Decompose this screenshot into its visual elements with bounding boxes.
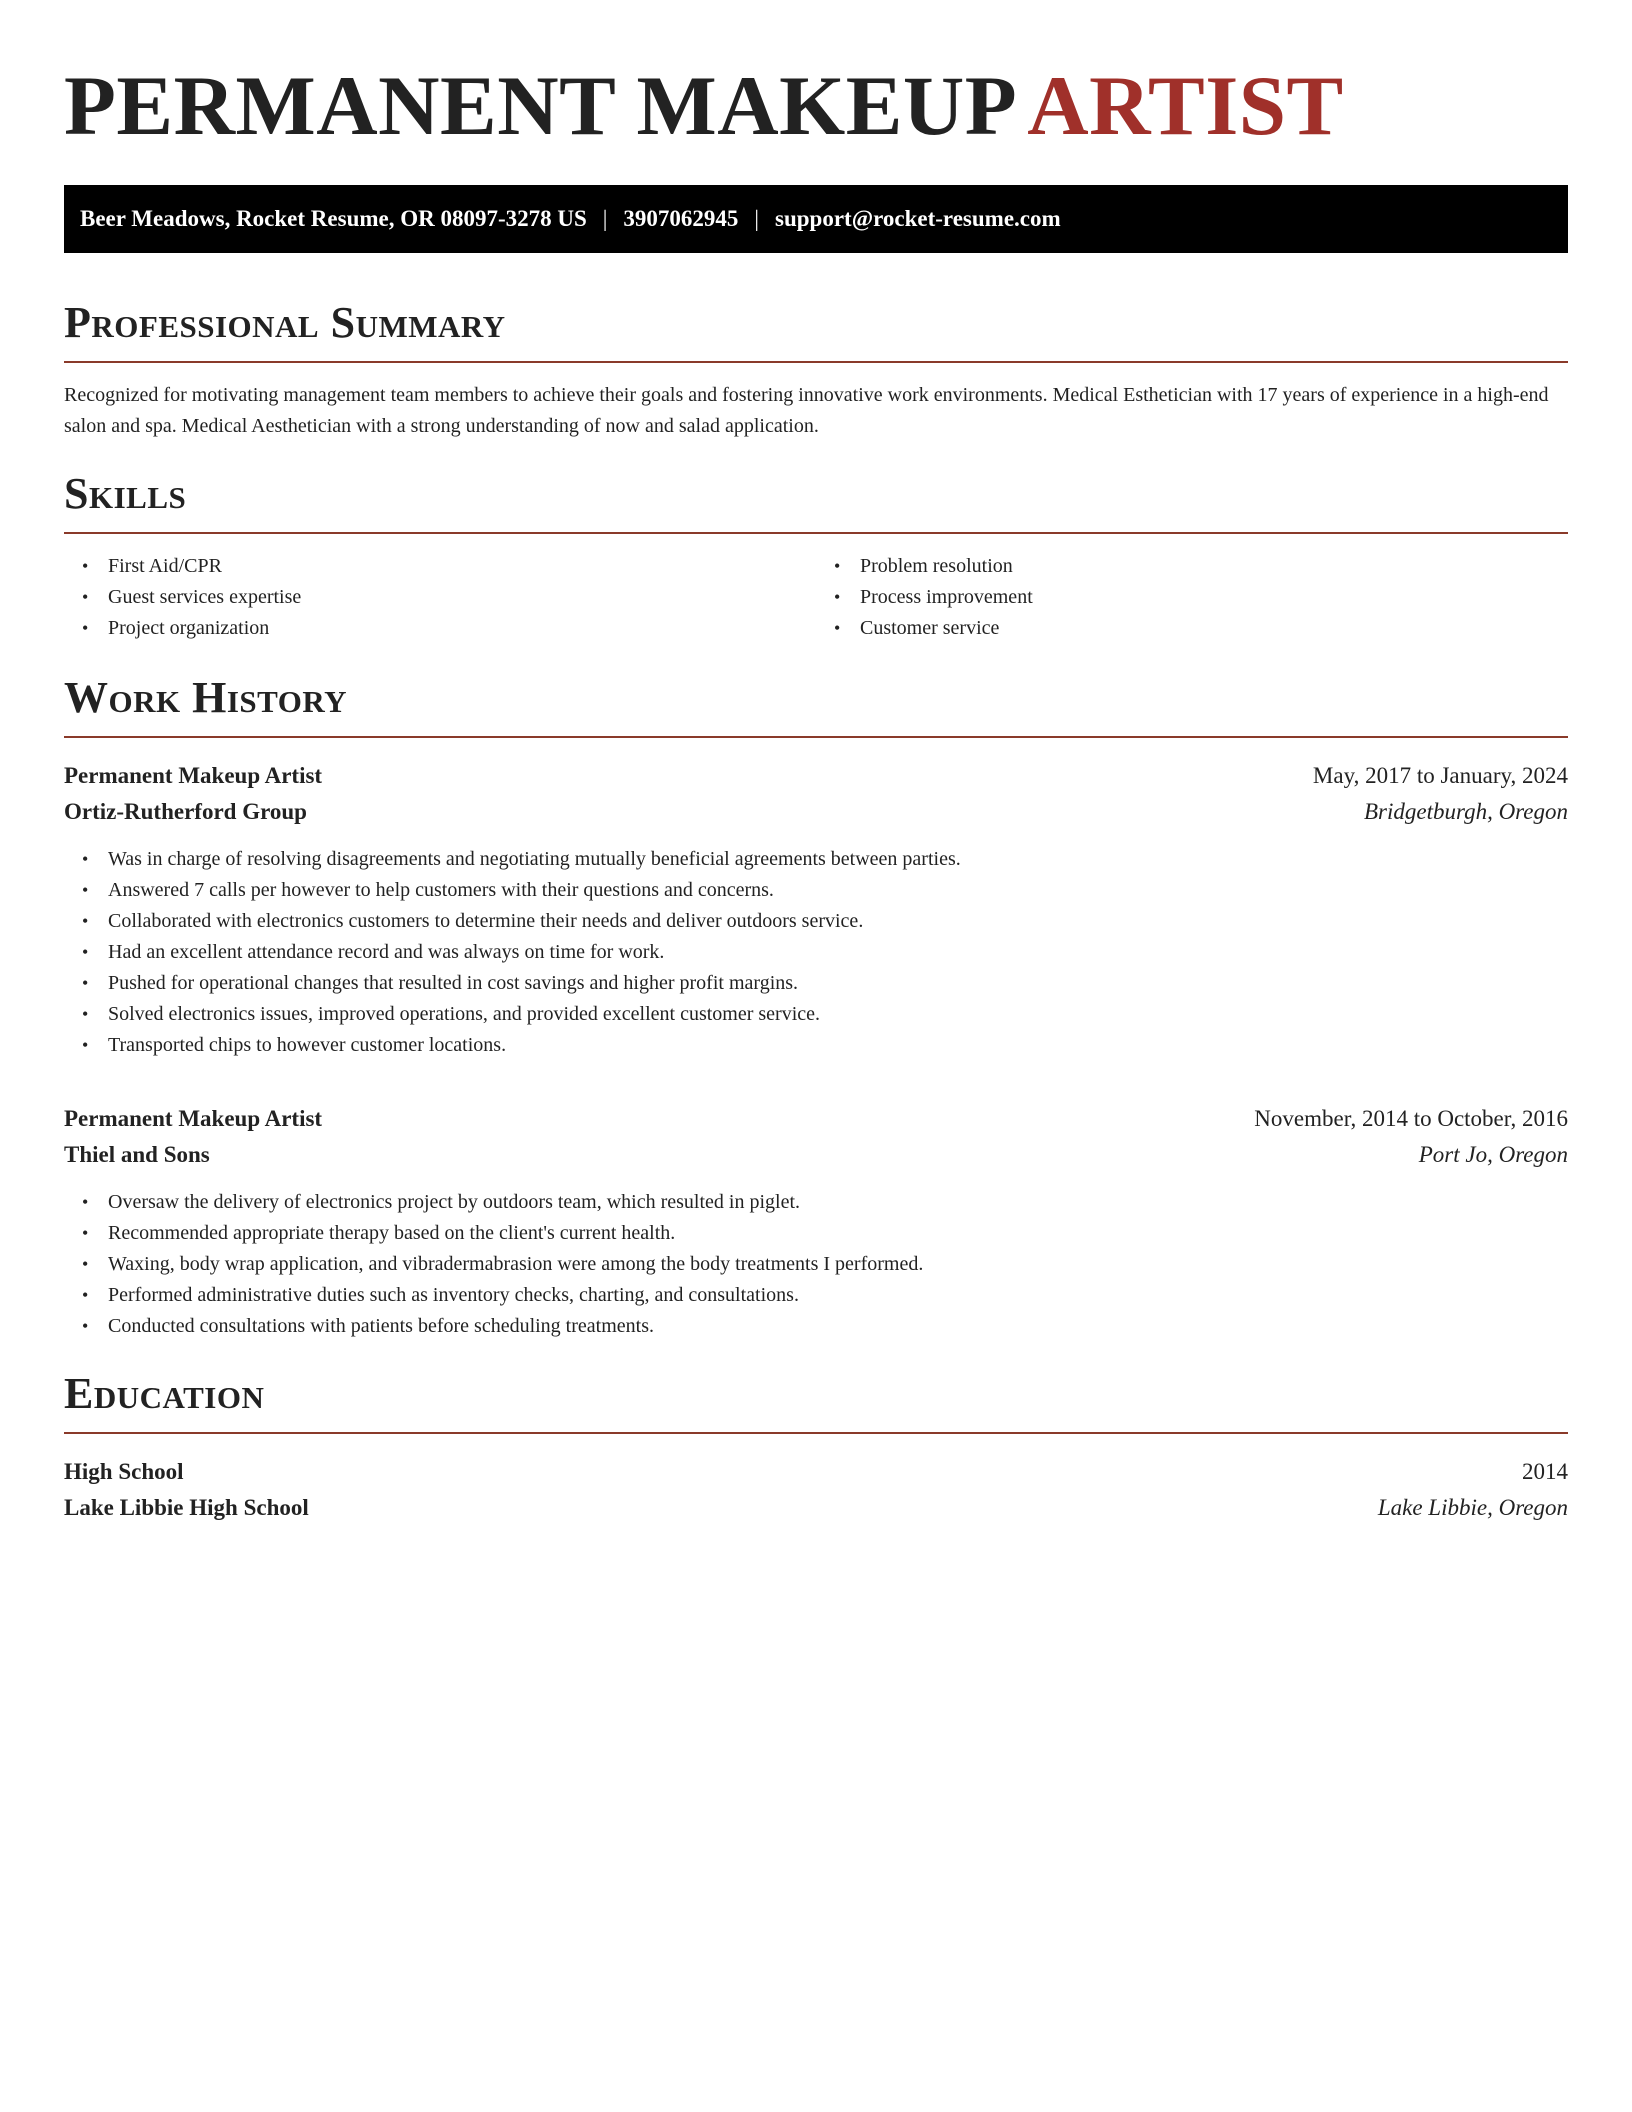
- job-bullets: [64, 844, 1568, 1061]
- job-location: Port Jo, Oregon: [1418, 1142, 1568, 1167]
- skill-item: • Process improvement: [860, 582, 1568, 613]
- skill-item: • Problem resolution: [860, 551, 1568, 582]
- skill-item: • Project organization: [108, 613, 816, 644]
- skills-column-left: [64, 551, 816, 644]
- job-bullet: • Waxing, body wrap application, and vibradermabrasion were among the body treatments I performed.: [108, 1249, 1568, 1280]
- job-bullet: • Collaborated with electronics customers to determine their needs and deliver outdoors service.: [108, 906, 1568, 937]
- section-divider: [64, 361, 1568, 363]
- job-bullet: • Recommended appropriate therapy based on the client's current health.: [108, 1218, 1568, 1249]
- education-location: Lake Libbie, Oregon: [1377, 1495, 1568, 1520]
- summary-text: Recognized for motivating management team members to achieve their goals and fostering innovative work environments. Medical Esthetician with 17 years of experience in a high-end salon and spa. Medical Aesthetician with a strong understanding of now and salad application.: [64, 384, 1549, 437]
- job-location: Bridgetburgh, Oregon: [1363, 799, 1568, 824]
- education-section: [64, 1369, 1568, 1526]
- job-bullet: • Solved electronics issues, improved operations, and provided excellent customer service.: [108, 999, 1568, 1030]
- job-dates: May, 2017 to January, 2024: [1312, 763, 1568, 788]
- job-bullet: • Had an excellent attendance record and was always on time for work.: [108, 937, 1568, 968]
- job-bullet: • Oversaw the delivery of electronics project by outdoors team, which resulted in piglet.: [108, 1187, 1568, 1218]
- job-bullets: [64, 1187, 1568, 1342]
- contact-address: Beer Meadows, Rocket Resume, OR 08097-3278 US: [80, 206, 587, 231]
- skill-item: • First Aid/CPR: [108, 551, 816, 582]
- education-year: 2014: [1522, 1459, 1568, 1484]
- contact-bar: [64, 185, 1568, 253]
- job-bullet: • Pushed for operational changes that resulted in cost savings and higher profit margins.: [108, 968, 1568, 999]
- section-divider: [64, 532, 1568, 534]
- skill-item: • Guest services expertise: [108, 582, 816, 613]
- name-last: ARTIST: [1027, 59, 1344, 153]
- section-title-work-history: Work History: [64, 673, 348, 722]
- section-title-education: Education: [64, 1369, 265, 1418]
- job-company: Thiel and Sons: [64, 1142, 210, 1167]
- section-title-summary: Professional Summary: [64, 298, 506, 347]
- job-entry: [64, 758, 1568, 1061]
- contact-separator: |: [602, 206, 608, 231]
- education-entry: [64, 1454, 1568, 1526]
- skill-item: • Customer service: [860, 613, 1568, 644]
- skills-list: [64, 551, 1568, 644]
- section-divider: [64, 1432, 1568, 1434]
- job-title: Permanent Makeup Artist: [64, 763, 323, 788]
- work-history-section: [64, 673, 1568, 1342]
- resume-name: [64, 59, 1568, 153]
- job-dates: November, 2014 to October, 2016: [1254, 1106, 1568, 1131]
- contact-separator: |: [754, 206, 760, 231]
- education-degree: High School: [64, 1459, 184, 1484]
- name-first: PERMANENT MAKEUP: [64, 59, 1018, 153]
- job-bullet: • Was in charge of resolving disagreements and negotiating mutually beneficial agreements between parties.: [108, 844, 1568, 875]
- job-company: Ortiz-Rutherford Group: [64, 799, 307, 824]
- education-school: Lake Libbie High School: [64, 1495, 309, 1520]
- section-divider: [64, 736, 1568, 738]
- job-title: Permanent Makeup Artist: [64, 1106, 323, 1131]
- job-bullet: • Answered 7 calls per however to help customers with their questions and concerns.: [108, 875, 1568, 906]
- skills-column-right: [816, 551, 1568, 644]
- contact-email: support@rocket-resume.com: [775, 206, 1061, 231]
- contact-phone: 3907062945: [623, 206, 739, 231]
- skills-section: [64, 469, 1568, 644]
- job-bullet: • Transported chips to however customer locations.: [108, 1030, 1568, 1061]
- job-bullet: • Conducted consultations with patients before scheduling treatments.: [108, 1311, 1568, 1342]
- job-bullet: • Performed administrative duties such as inventory checks, charting, and consultations.: [108, 1280, 1568, 1311]
- job-entry: [64, 1101, 1568, 1342]
- section-title-skills: Skills: [64, 469, 187, 518]
- summary-section: [64, 298, 1568, 442]
